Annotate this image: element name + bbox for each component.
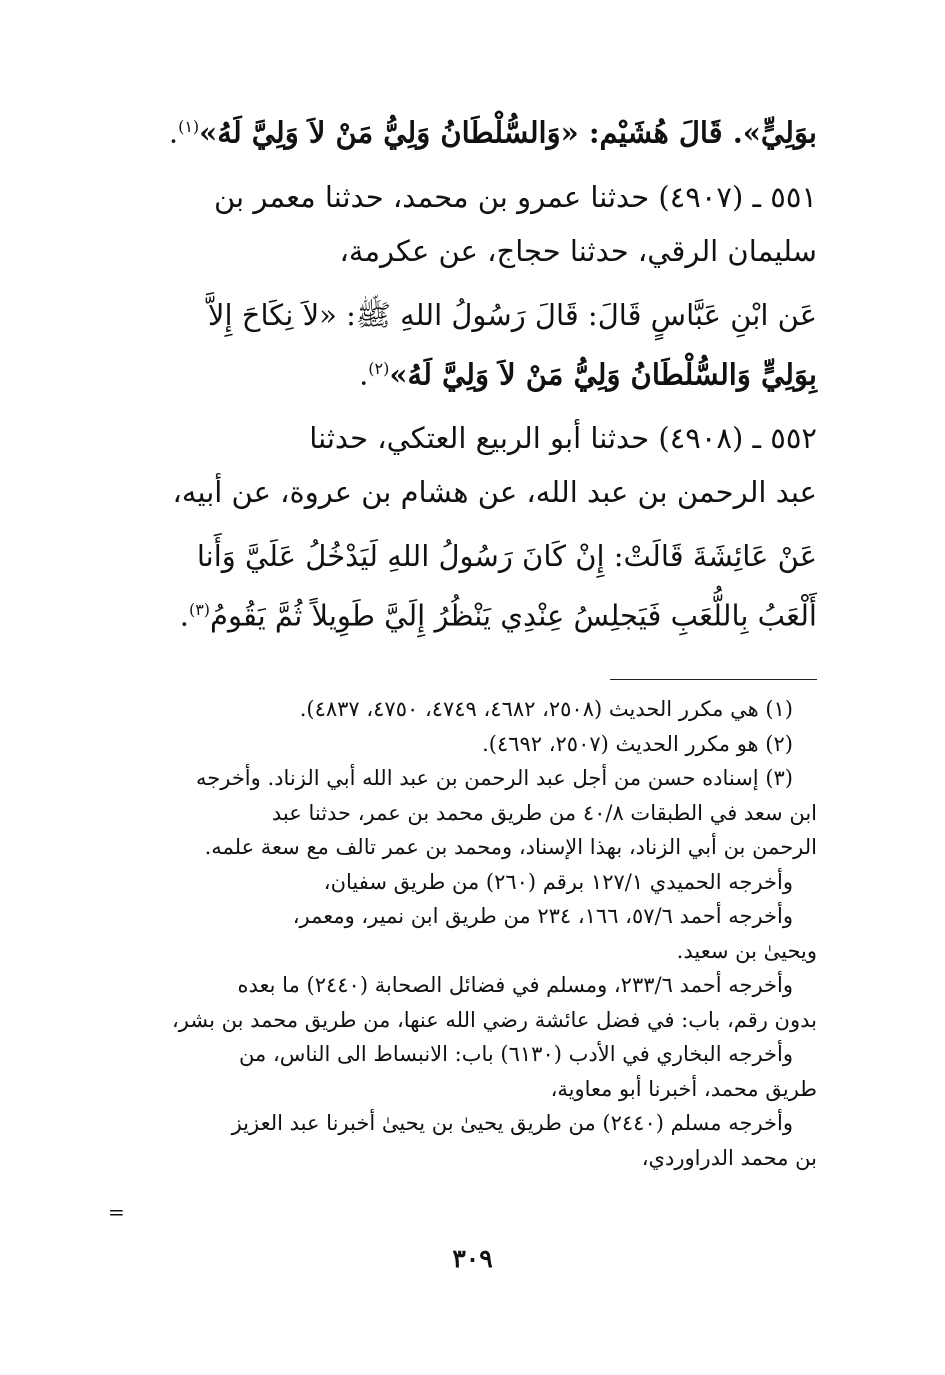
footnote-line: وأخرجه مسلم (٢٤٤٠) من طريق يحيىٰ بن يحيىٰ أخبرنا عبد العزيز [231,1111,793,1135]
footnote-line: (٣) إسناده حسن من أجل عبد الرحمن بن عبد الله أبي الزناد. وأخرجه [196,766,793,790]
period: . [168,115,179,150]
footnote-line: (٢) هو مكرر الحديث (٢٥٠٧، ٤٦٩٢). [482,731,793,756]
text-line [118,583,817,643]
footnote-line: طريق محمد، أخبرنا أبو معاوية، [550,1076,817,1101]
continuation-mark: = [108,1200,125,1224]
footnote-line: وأخرجه الحميدي ١٢٧/١ برقم (٢٦٠) من طريق سفيان، [323,869,793,894]
page-number: ٣٠٩ [452,1244,493,1273]
footnote-marker: (٢) [368,358,390,378]
footnote-line: بدون رقم، باب: في فضل عائشة رضي الله عنها، من طريق محمد بن بشر، [172,1007,817,1032]
hadith-text: بِوَلِيٍّ وَالسُّلْطَانُ وَلِيُّ مَنْ لاَ وَلِيَّ لَهُ» [389,357,817,392]
text-line [118,100,817,160]
footnote-line: بن محمد الدراوردي، [641,1145,817,1170]
period: . [179,598,189,633]
text-line: عَنْ عَائِشَةَ قَالَتْ: إِنْ كَانَ رَسُولُ اللهِ لَيَدْخُلُ عَلَيَّ وَأَنا [196,539,817,574]
text-line [118,342,817,402]
chain-line: ٥٥١ ـ (٤٩٠٧) حدثنا عمرو بن محمد، حدثنا معمر بن [213,179,817,214]
hadith-text: بوَلِيٍّ». قَالَ هُشَيْم: «وَالسُّلْطَانُ وَلِيُّ مَنْ لاَ وَلِيَّ لَهُ» [199,115,817,150]
footnotes [118,692,817,1175]
footnote-line: ابن سعد في الطبقات ٤٠/٨ من طريق محمد بن عمر، حدثنا عبد [271,800,817,825]
footnote-line: وأخرجه أحمد ٥٧/٦، ١٦٦، ٢٣٤ من طريق ابن نمير، ومعمر، [292,904,793,928]
footnote-separator [610,679,817,680]
footnote-line: (١) هي مكرر الحديث (٢٥٠٨، ٤٦٨٢، ٤٧٤٩، ٤٧٥٠، ٤٨٣٧). [299,697,793,721]
footnote-line: ويحيىٰ بن سعيد. [676,938,817,963]
narration-text: أَلْعَبُ بِاللُّعَبِ فَيَجلِسُ عِنْدِي يَنْظُرُ إِلَيَّ طَوِيلاً ثُمَّ يَقُومُ [210,598,817,633]
footnote-line: وأخرجه البخاري في الأدب (٦١٣٠) باب: الانبساط الى الناس، من [239,1042,793,1066]
footnote-marker: (١) [178,117,200,136]
chain-line: عبد الرحمن بن عبد الله، عن هشام بن عروة، عن أبيه، [172,475,817,510]
footnote-marker: (٣) [188,600,211,620]
main-text [118,100,817,643]
chain-line: ٥٥٢ ـ (٤٩٠٨) حدثنا أبو الربيع العتكي، حدثنا [309,421,817,456]
period: . [359,357,369,392]
narration-text: عَن ابْنِ عَبَّاسٍ قَالَ: قَالَ رَسُولُ اللهِ ﷺ: «لاَ نِكَاحَ إِلاَّ [207,297,817,332]
footnote-line: وأخرجه أحمد ٢٣٣/٦، ومسلم في فضائل الصحابة (٢٤٤٠) ما بعده [237,973,793,997]
text-line [118,288,817,342]
footnote-line: الرحمن بن أبي الزناد، بهذا الإسناد، ومحمد بن عمر تالف مع سعة علمه. [204,835,817,859]
chain-line: سليمان الرقي، حدثنا حجاج، عن عكرمة، [339,233,817,268]
